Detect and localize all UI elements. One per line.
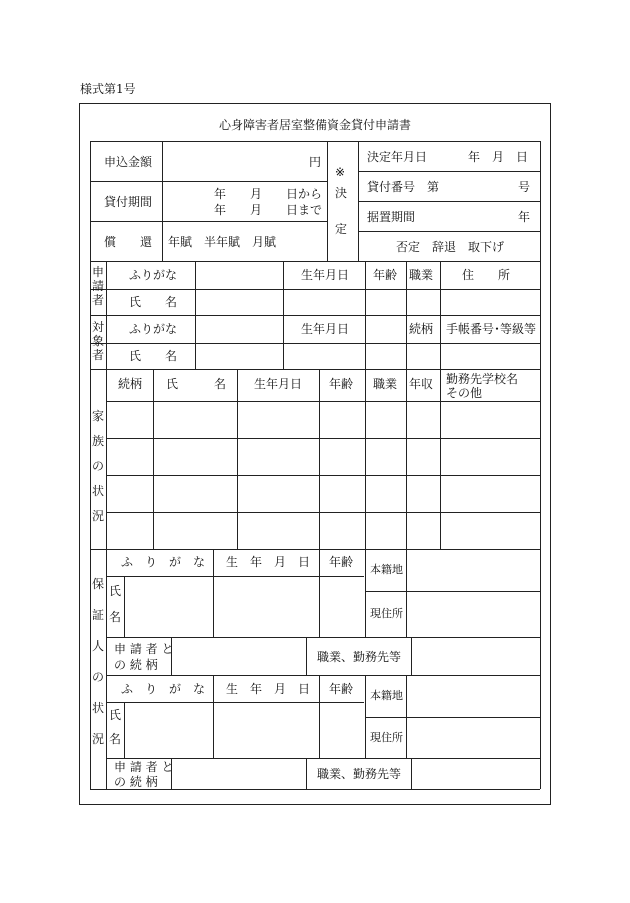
subject-name-label: 氏 名	[129, 349, 178, 363]
decision-mark: ※	[335, 165, 346, 179]
family-row[interactable]	[107, 476, 540, 512]
period-from: 年 月 日から	[214, 187, 323, 201]
family-label: 家族の状況	[91, 409, 104, 523]
guarantor2-name-field[interactable]	[125, 703, 212, 757]
subject-relation-label: 続柄	[409, 322, 434, 336]
guarantor1-furigana-label: ふ り が な	[121, 555, 206, 569]
family-income-header: 年収	[409, 377, 434, 391]
applicant-label: 申請者	[91, 265, 104, 307]
form-number: 様式第1号	[80, 82, 136, 96]
guarantor2-furigana-label: ふ り が な	[121, 682, 206, 696]
guarantor1-name-field[interactable]	[125, 577, 212, 636]
guarantor2-age-label: 年齢	[329, 682, 354, 696]
family-occupation-header: 職業	[373, 377, 398, 391]
yen-unit: 円	[309, 155, 322, 169]
amount-label: 申込金額	[104, 155, 153, 169]
family-relation-header: 続柄	[118, 377, 143, 391]
loan-number-label: 貸付番号 第	[367, 180, 440, 194]
applicant-name-field[interactable]	[196, 262, 282, 314]
applicant-address-label: 住 所	[462, 268, 511, 282]
applicant-birthdate-label: 生年月日	[301, 268, 350, 282]
decision-label-1: 決	[335, 186, 348, 200]
guarantor1-age-label: 年齢	[329, 555, 354, 569]
guarantor2-domicile-label: 本籍地	[370, 689, 403, 702]
repay-label: 償 還	[104, 235, 153, 249]
guarantor2-birthdate-label: 生 年 月 日	[226, 682, 311, 696]
family-workplace-header-1: 勤務先学校名	[446, 372, 519, 386]
decision-date-label: 決定年月日	[367, 150, 428, 164]
family-row[interactable]	[107, 402, 540, 438]
form-title: 心身障害者居室整備資金貸付申請書	[218, 118, 411, 132]
guarantor-label: 保証人の状況	[91, 577, 104, 746]
period-to: 年 月 日まで	[214, 203, 323, 217]
family-row[interactable]	[107, 439, 540, 475]
guarantor1-birthdate-label: 生 年 月 日	[226, 555, 311, 569]
guarantor1-name-char-2: 名	[109, 610, 122, 624]
deferment-suffix: 年	[518, 210, 531, 224]
family-birthdate-header: 生年月日	[254, 377, 303, 391]
family-age-header: 年齢	[329, 377, 354, 391]
guarantor1-relation-label-1: 申 請 者 と	[114, 642, 174, 656]
period-label: 貸付期間	[104, 195, 153, 209]
subject-birthdate-label: 生年月日	[301, 322, 350, 336]
guarantor2-relation-label-1: 申 請 者 と	[114, 760, 174, 774]
decision-label-2: 定	[335, 222, 348, 236]
family-workplace-header-2: その他	[446, 386, 483, 400]
guarantor1-occupation-label: 職業、勤務先等	[317, 650, 402, 664]
repay-options[interactable]: 年賦 半年賦 月賦	[168, 235, 277, 249]
guarantor2-occupation-label: 職業、勤務先等	[317, 767, 402, 781]
guarantor1-domicile-label: 本籍地	[370, 563, 403, 576]
subject-name-field[interactable]	[196, 316, 282, 368]
guarantor2-name-char-2: 名	[109, 732, 122, 746]
applicant-furigana-label: ふりがな	[129, 268, 178, 282]
guarantor1-name-char-1: 氏	[109, 584, 122, 598]
guarantor1-relation-label-2: の 続 柄	[114, 658, 158, 672]
applicant-age-label: 年齢	[373, 268, 398, 282]
deferment-label: 据置期間	[367, 210, 416, 224]
amount-field[interactable]	[163, 142, 326, 180]
guarantor1-address-label: 現住所	[370, 607, 403, 620]
decision-date-value: 年 月 日	[468, 150, 529, 164]
guarantor2-name-char-1: 氏	[109, 708, 122, 722]
applicant-occupation-label: 職業	[409, 268, 434, 282]
loan-number-suffix: 号	[518, 180, 531, 194]
subject-handbook-label: 手帳番号･等級等	[446, 322, 537, 336]
decision-outcomes[interactable]: 否定 辞退 取下げ	[396, 240, 505, 254]
applicant-name-label: 氏 名	[129, 295, 178, 309]
family-row[interactable]	[107, 513, 540, 549]
subject-furigana-label: ふりがな	[129, 322, 178, 336]
family-name-header: 氏 名	[166, 377, 227, 391]
guarantor2-address-label: 現住所	[370, 731, 403, 744]
subject-label: 対象者	[91, 320, 104, 362]
guarantor2-relation-label-2: の 続 柄	[114, 775, 158, 789]
